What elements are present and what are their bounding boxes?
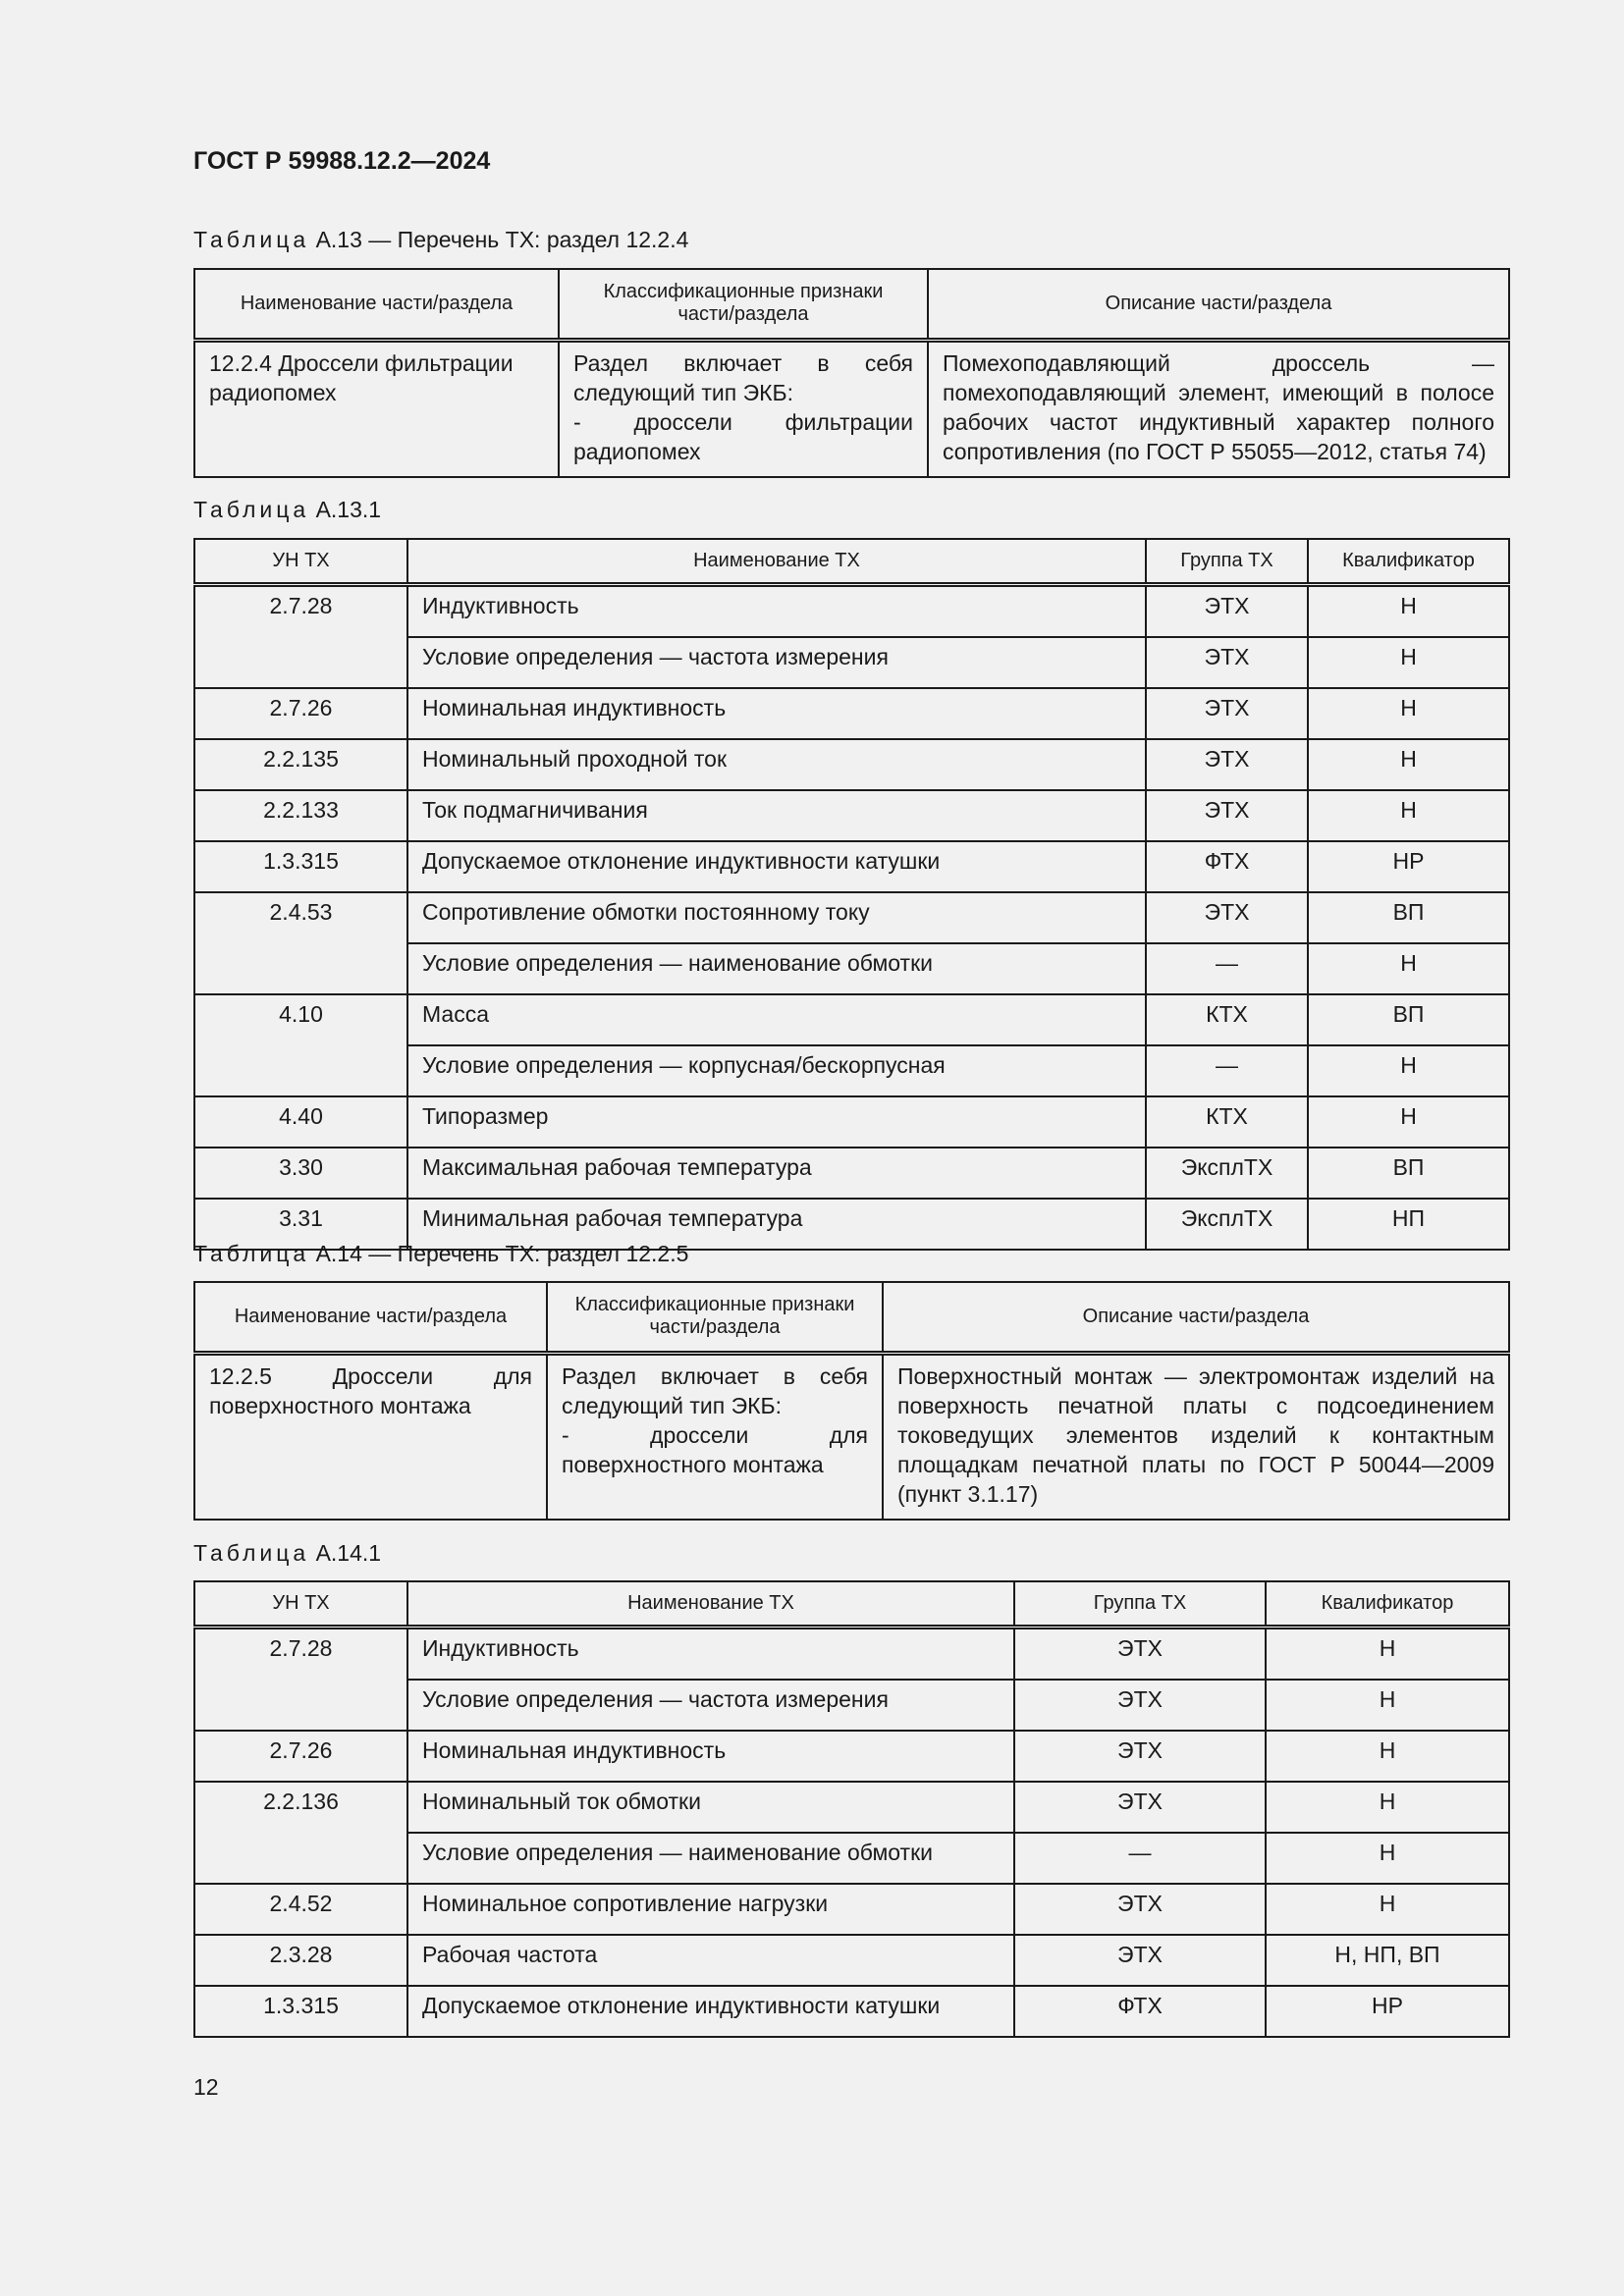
qualifier-cell: ВП: [1308, 1148, 1509, 1199]
table-a13-caption: Таблица А.13 — Перечень ТХ: раздел 12.2.4: [193, 227, 689, 252]
table-row: [194, 841, 1509, 892]
qualifier-cell: НП: [1308, 1199, 1509, 1250]
column-header: Наименование ТХ: [407, 539, 1146, 584]
table-row: [194, 892, 1509, 943]
qualifier-cell: Н: [1266, 1884, 1509, 1935]
group-cell: ЭТХ: [1146, 739, 1308, 790]
code-cell: 3.30: [194, 1148, 407, 1199]
qualifier-cell: ВП: [1308, 892, 1509, 943]
column-header: Наименование части/раздела: [194, 1282, 547, 1353]
code-cell: 2.2.133: [194, 790, 407, 841]
qualifier-cell: Н, НП, ВП: [1266, 1935, 1509, 1986]
group-cell: —: [1014, 1833, 1266, 1884]
name-cell: Номинальная индуктивность: [407, 1731, 1014, 1782]
column-header: Квалификатор: [1308, 539, 1509, 584]
qualifier-cell: Н: [1308, 1096, 1509, 1148]
name-cell: Ток подмагничивания: [407, 790, 1146, 841]
page-number: 12: [193, 2074, 219, 2100]
code-cell: 4.10: [194, 994, 407, 1096]
group-cell: ЭТХ: [1146, 688, 1308, 739]
table-row: [194, 739, 1509, 790]
name-cell: Условие определения — частота измерения: [407, 1680, 1014, 1731]
code-cell: 2.7.26: [194, 688, 407, 739]
table-row: [194, 1096, 1509, 1148]
group-cell: ЭТХ: [1014, 1731, 1266, 1782]
code-cell: 1.3.315: [194, 1986, 407, 2037]
name-cell: Типоразмер: [407, 1096, 1146, 1148]
name-cell: Рабочая частота: [407, 1935, 1014, 1986]
table-row: [194, 1731, 1509, 1782]
qualifier-cell: НР: [1308, 841, 1509, 892]
name-cell: Допускаемое отклонение индуктивности катушки: [407, 1986, 1014, 2037]
name-cell: Условие определения — наименование обмотки: [407, 1833, 1014, 1884]
qualifier-cell: ВП: [1308, 994, 1509, 1045]
description-cell: Помехоподавляющий дроссель — помехоподавляющий элемент, имеющий в полосе рабочих частот индуктивный характер полного сопротивления (по ГОСТ Р 55055—2012, статья 74): [928, 340, 1509, 477]
name-cell: Условие определения — частота измерения: [407, 637, 1146, 688]
qualifier-cell: Н: [1308, 790, 1509, 841]
name-cell: Индуктивность: [407, 1627, 1014, 1680]
table-row: [194, 1148, 1509, 1199]
name-cell: Условие определения — наименование обмотки: [407, 943, 1146, 994]
table-a13-1-caption: Таблица А.13.1: [193, 497, 382, 522]
column-header: Описание части/раздела: [883, 1282, 1509, 1353]
column-header: Квалификатор: [1266, 1581, 1509, 1627]
column-header: УН ТХ: [194, 539, 407, 584]
group-cell: КТХ: [1146, 1096, 1308, 1148]
column-header: Группа ТХ: [1146, 539, 1308, 584]
table-row: [194, 340, 1509, 477]
qualifier-cell: Н: [1266, 1627, 1509, 1680]
qualifier-cell: НР: [1266, 1986, 1509, 2037]
part-name-line: 12.2.4 Дроссели фильтрации: [209, 349, 514, 376]
table-a13-1: [193, 538, 1510, 1251]
table-row: [194, 994, 1509, 1045]
table-row: [194, 1986, 1509, 2037]
part-name-cell: 12.2.5 Дроссели для поверхностного монтажа: [194, 1353, 547, 1520]
qualifier-cell: Н: [1266, 1833, 1509, 1884]
qualifier-cell: Н: [1308, 1045, 1509, 1096]
column-header: УН ТХ: [194, 1581, 407, 1627]
qualifier-cell: Н: [1308, 943, 1509, 994]
group-cell: ЭТХ: [1146, 892, 1308, 943]
group-cell: ЭТХ: [1146, 790, 1308, 841]
code-cell: 2.3.28: [194, 1935, 407, 1986]
group-cell: ФТХ: [1014, 1986, 1266, 2037]
name-cell: Допускаемое отклонение индуктивности катушки: [407, 841, 1146, 892]
group-cell: ЭксплТХ: [1146, 1199, 1308, 1250]
name-cell: Сопротивление обмотки постоянному току: [407, 892, 1146, 943]
qualifier-cell: Н: [1266, 1782, 1509, 1833]
group-cell: ЭТХ: [1014, 1680, 1266, 1731]
part-name-line: радиопомех: [209, 379, 337, 405]
table-row: [194, 584, 1509, 637]
group-cell: ЭТХ: [1014, 1627, 1266, 1680]
name-cell: Номинальная индуктивность: [407, 688, 1146, 739]
table-row: [194, 1353, 1509, 1520]
code-cell: 2.7.28: [194, 584, 407, 688]
column-header: Классификационные признаки части/раздела: [559, 269, 928, 340]
document-header: ГОСТ Р 59988.12.2—2024: [193, 147, 491, 175]
name-cell: Номинальное сопротивление нагрузки: [407, 1884, 1014, 1935]
table-row: [194, 1935, 1509, 1986]
group-cell: ФТХ: [1146, 841, 1308, 892]
group-cell: ЭТХ: [1146, 637, 1308, 688]
name-cell: Максимальная рабочая температура: [407, 1148, 1146, 1199]
column-header: Описание части/раздела: [928, 269, 1509, 340]
table-row: [194, 1627, 1509, 1680]
column-header: Группа ТХ: [1014, 1581, 1266, 1627]
name-cell: Номинальный ток обмотки: [407, 1782, 1014, 1833]
code-cell: 3.31: [194, 1199, 407, 1250]
table-a14-1-caption: Таблица А.14.1: [193, 1540, 382, 1566]
code-cell: 2.2.135: [194, 739, 407, 790]
group-cell: ЭТХ: [1146, 584, 1308, 637]
group-cell: ЭТХ: [1014, 1884, 1266, 1935]
table-row: [194, 1884, 1509, 1935]
qualifier-cell: Н: [1308, 688, 1509, 739]
table-a14-caption: Таблица А.14 — Перечень ТХ: раздел 12.2.5: [193, 1241, 689, 1266]
column-header: Наименование части/раздела: [194, 269, 559, 340]
table-a14: [193, 1281, 1510, 1521]
column-header: Наименование ТХ: [407, 1581, 1014, 1627]
table-row: [194, 688, 1509, 739]
table-a13: [193, 268, 1510, 478]
qualifier-cell: Н: [1308, 584, 1509, 637]
name-cell: Индуктивность: [407, 584, 1146, 637]
part-name-cell: [194, 340, 559, 477]
group-cell: ЭксплТХ: [1146, 1148, 1308, 1199]
group-cell: —: [1146, 1045, 1308, 1096]
name-cell: Минимальная рабочая температура: [407, 1199, 1146, 1250]
group-cell: КТХ: [1146, 994, 1308, 1045]
code-cell: 2.4.52: [194, 1884, 407, 1935]
name-cell: Номинальный проходной ток: [407, 739, 1146, 790]
code-cell: 2.2.136: [194, 1782, 407, 1884]
qualifier-cell: Н: [1266, 1680, 1509, 1731]
code-cell: 1.3.315: [194, 841, 407, 892]
qualifier-cell: Н: [1266, 1731, 1509, 1782]
classification-cell: Раздел включает в себя следующий тип ЭКБ: - дроссели фильтрации радиопомех: [559, 340, 928, 477]
code-cell: 2.4.53: [194, 892, 407, 994]
description-cell: Поверхностный монтаж — электромонтаж изделий на поверхность печатной платы с подсоединением токоведущих элементов изделий к контактным площадкам печатной платы по ГОСТ Р 50044—2009 (пункт 3.1.17): [883, 1353, 1509, 1520]
name-cell: Условие определения — корпусная/бескорпусная: [407, 1045, 1146, 1096]
qualifier-cell: Н: [1308, 739, 1509, 790]
group-cell: ЭТХ: [1014, 1935, 1266, 1986]
name-cell: Масса: [407, 994, 1146, 1045]
column-header: Классификационные признаки части/раздела: [547, 1282, 883, 1353]
group-cell: —: [1146, 943, 1308, 994]
code-cell: 4.40: [194, 1096, 407, 1148]
table-row: [194, 1782, 1509, 1833]
group-cell: ЭТХ: [1014, 1782, 1266, 1833]
classification-cell: Раздел включает в себя следующий тип ЭКБ: - дроссели для поверхностного монтажа: [547, 1353, 883, 1520]
code-cell: 2.7.26: [194, 1731, 407, 1782]
table-row: [194, 790, 1509, 841]
table-a14-1: [193, 1580, 1510, 2038]
qualifier-cell: Н: [1308, 637, 1509, 688]
code-cell: 2.7.28: [194, 1627, 407, 1731]
